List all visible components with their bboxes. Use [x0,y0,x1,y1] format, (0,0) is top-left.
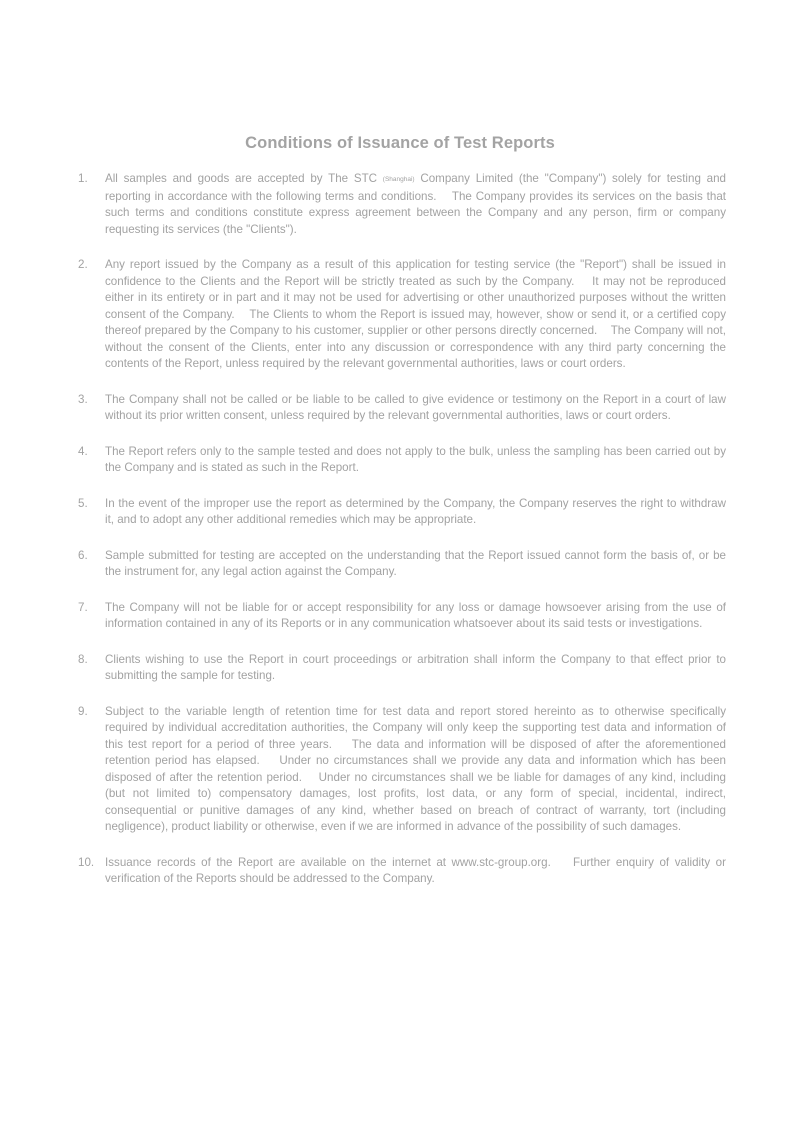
condition-item-1 [78,171,730,238]
condition-number: 8. [78,652,88,666]
condition-number: 1. [78,172,88,185]
condition-text: The Company shall not be called or be liable to be called to give evidence or testimony on the Report in a court of law without its prior written consent, unless required by the relevant governmental authorities, laws or court orders. [105,392,730,422]
condition-item-5 [78,496,730,529]
company-location-note: (Shanghai) [382,176,415,183]
condition-item-9 [78,704,730,836]
condition-item-4 [78,444,730,477]
condition-item-6 [78,548,730,581]
condition-text: The Company will not be liable for or accept responsibility for any loss or damage howsoever arising from the use of information contained in any of its Reports or in any communication whatsoever about its said tests or investigations. [105,600,730,630]
condition-number: 9. [78,704,88,718]
condition-text: Issuance records of the Report are available on the internet at www.stc-group.org. Further enquiry of validity or verification of the Reports should be addressed to the Company. [105,855,730,885]
condition-number: 10. [78,855,95,869]
condition-text: Sample submitted for testing are accepted on the understanding that the Report issued cannot form the basis of, or be the instrument for, any legal action against the Company. [105,548,730,578]
condition-text: Any report issued by the Company as a result of this application for testing service (the "Report") shall be issued in confidence to the Clients and the Report will be strictly treated as such by the Company. It may not be reproduced either in its entirety or in part and it may not be used for advertising or other unauthorized purposes without the written consent of the Company. The Clients to whom the Report is issued may, however, show or send it, or a certified copy thereof prepared by the Company to his customer, supplier or other persons directly concerned. The Company will not, without the consent of the Clients, enter into any discussion or correspondence with any third party concerning the contents of the Report, unless required by the relevant governmental authorities, laws or court orders. [105,258,730,370]
conditions-list [78,171,730,907]
condition-number: 6. [78,548,88,562]
condition-item-7 [78,600,730,633]
condition-item-2 [78,257,730,373]
page-title: Conditions of Issuance of Test Reports [245,134,555,152]
condition-number: 7. [78,600,88,614]
condition-text: The Report refers only to the sample tested and does not apply to the bulk, unless the sampling has been carried out by the Company and is stated as such in the Report. [105,444,730,474]
condition-item-10 [78,855,730,888]
condition-text-after: Company Limited (the "Company") solely for testing and reporting in accordance with the following terms and conditions. The Company provides its services on the basis that such terms and conditions constitute express agreement between the Company and any person, firm or company requesting its services (the "Clients"). [105,172,730,236]
condition-text: Subject to the variable length of retention time for test data and report stored hereinto as to otherwise specifically required by individual accreditation authorities, the Company will only keep the supporting test data and information of this test report for a period of three years. The data and information will be disposed of after the aforementioned retention period has elapsed. Under no circumstances shall we provide any data and information which has been disposed of after the retention period. Under no circumstances shall we be liable for damages of any kind, including (but not limited to) compensatory damages, lost profits, lost data, or any form of special, incidental, indirect, consequential or punitive damages of any kind, whether based on breach of contract of warranty, tort (including negligence), product liability or otherwise, even if we are informed in advance of the possibility of such damages. [105,704,730,833]
condition-number: 5. [78,496,88,510]
condition-item-3 [78,392,730,425]
condition-text: Clients wishing to use the Report in court proceedings or arbitration shall inform the Company to that effect prior to submitting the sample for testing. [105,652,730,682]
condition-text-before: All samples and goods are accepted by The STC [105,172,383,185]
condition-number: 3. [78,392,88,406]
condition-number: 4. [78,444,88,458]
condition-text: In the event of the improper use the report as determined by the Company, the Company reserves the right to withdraw it, and to adopt any other additional remedies which may be appropriate. [105,496,730,526]
condition-text [105,171,730,238]
condition-number: 2. [78,258,88,271]
condition-item-8 [78,652,730,685]
